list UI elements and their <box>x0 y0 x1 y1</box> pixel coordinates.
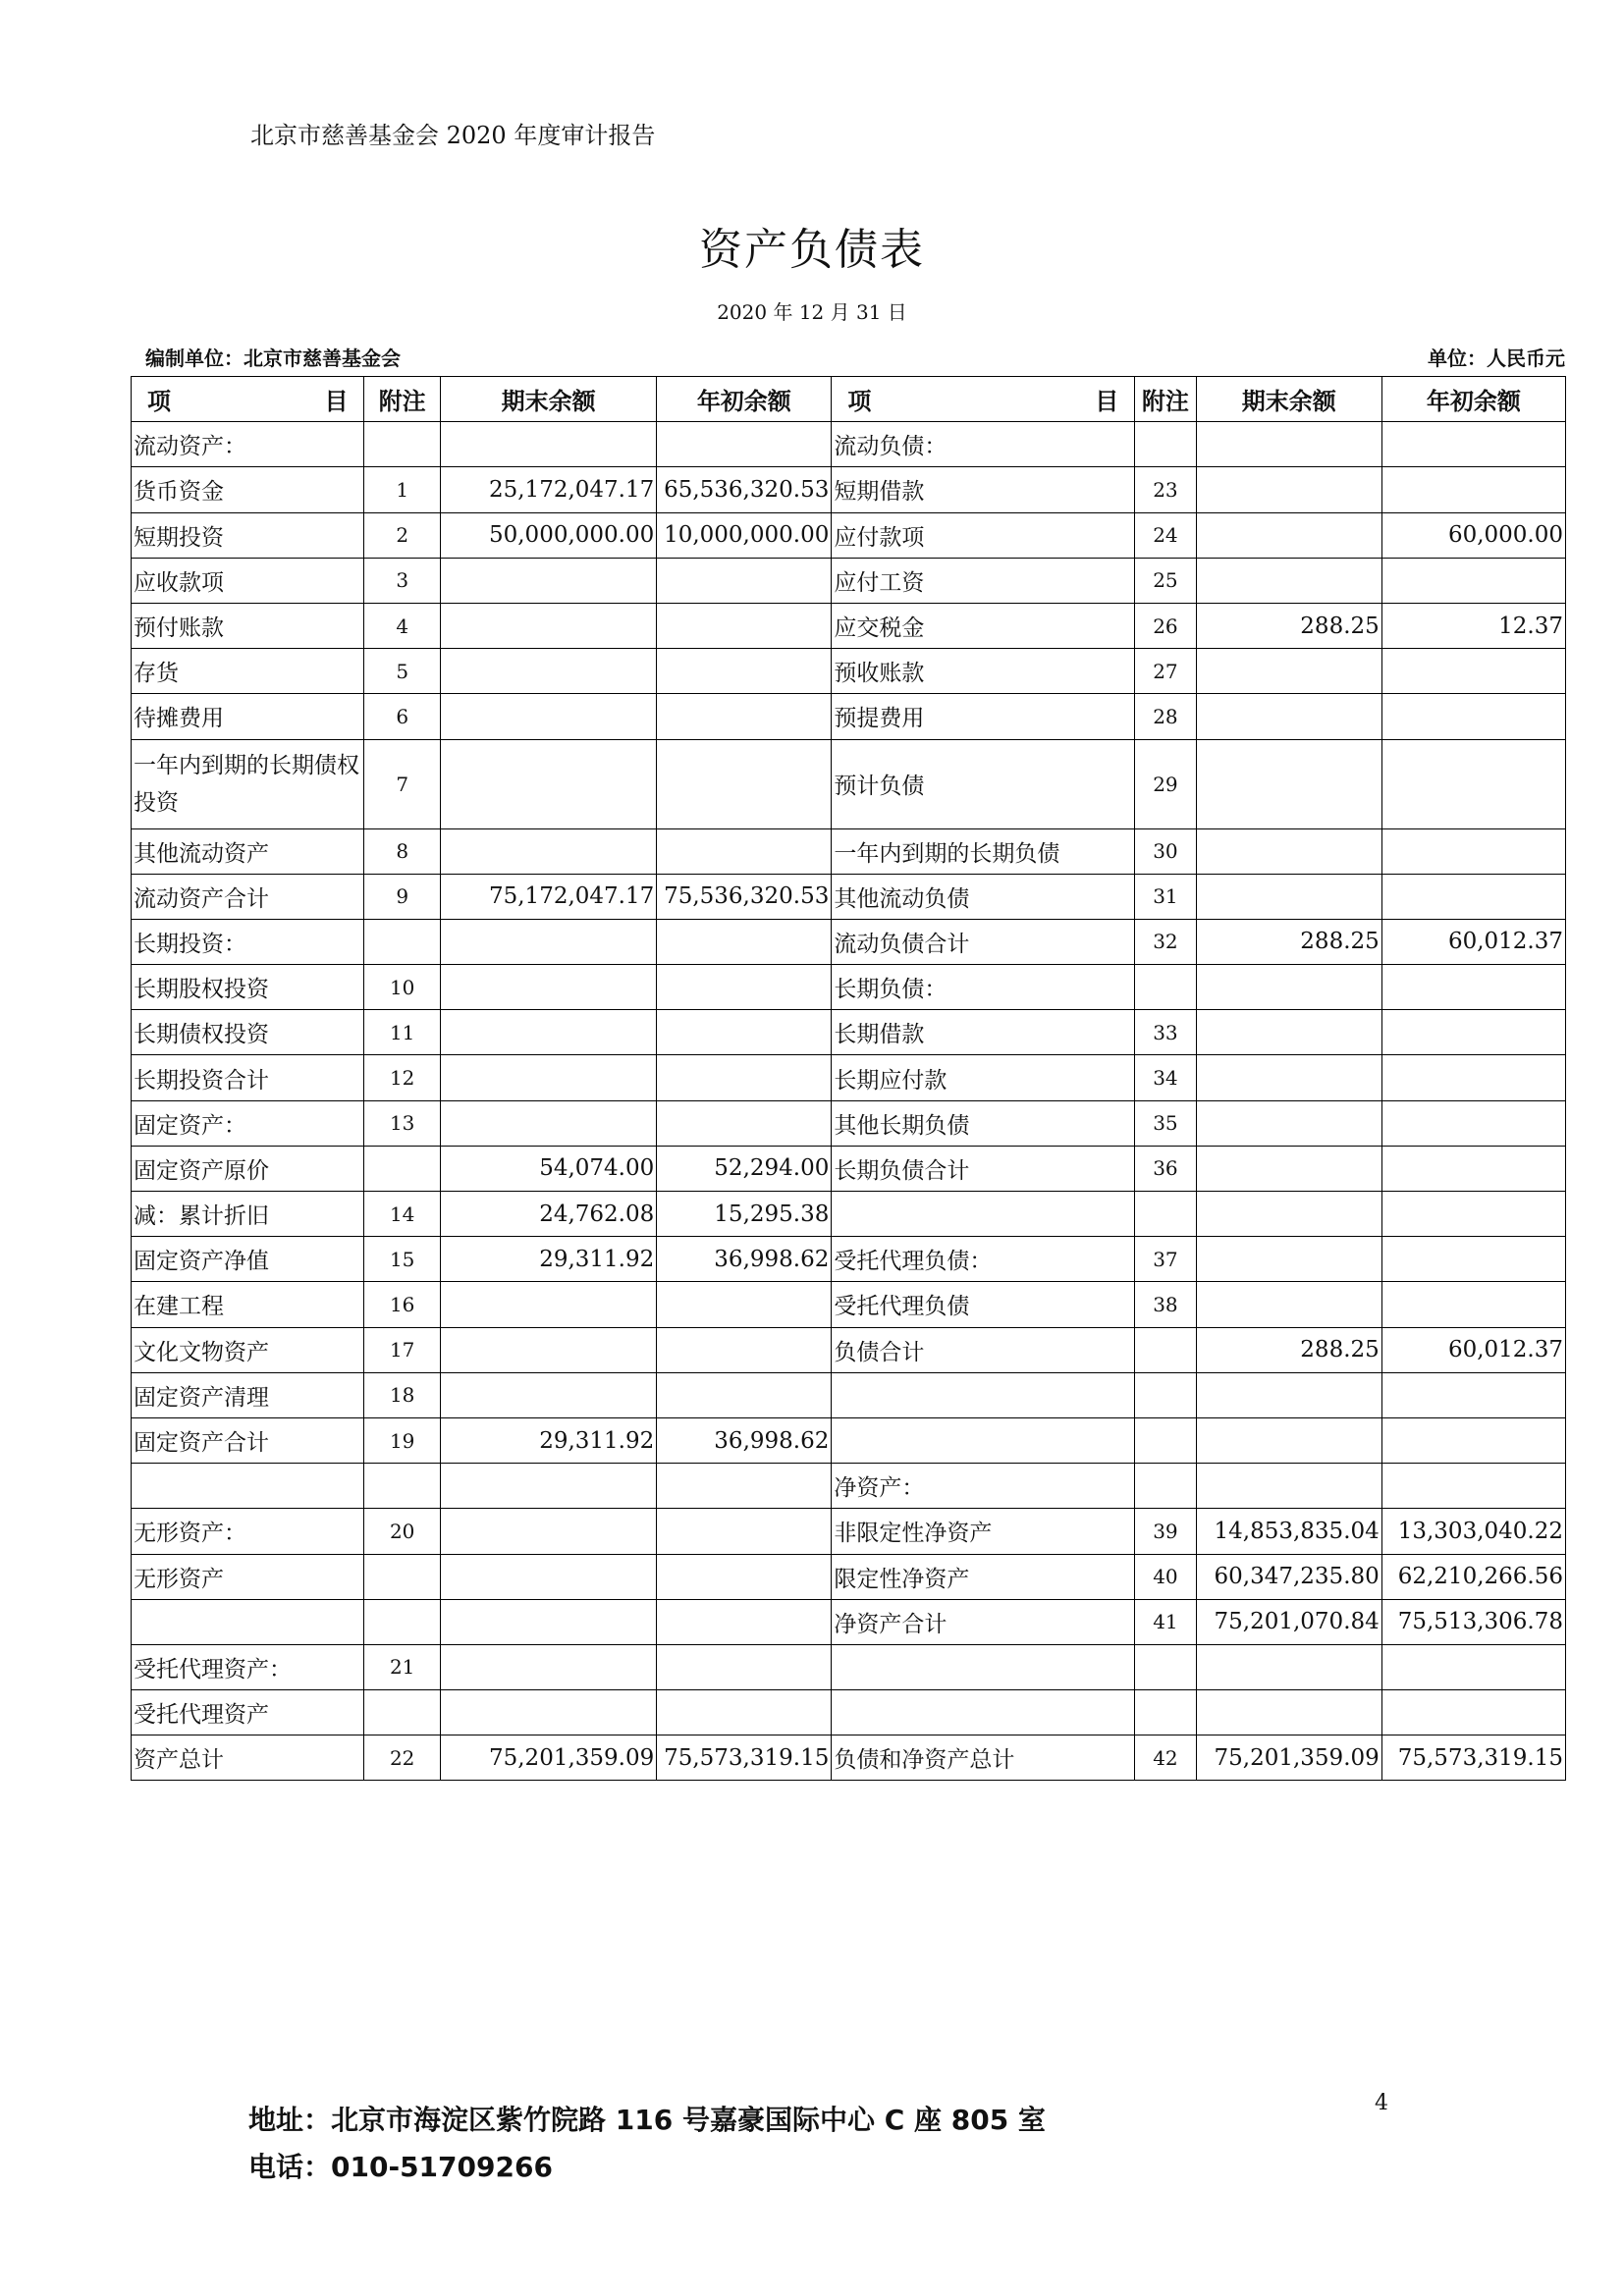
cell-liability-end <box>1196 1192 1381 1237</box>
cell-liability-begin <box>1381 1372 1565 1417</box>
cell-asset-begin <box>657 965 832 1010</box>
table-row <box>132 512 1566 558</box>
table-row <box>132 1100 1566 1146</box>
cell-asset-item: 固定资产清理 <box>132 1372 364 1417</box>
cell-liability-begin <box>1381 1100 1565 1146</box>
cell-liability-begin <box>1381 694 1565 739</box>
cell-liability-end <box>1196 874 1381 919</box>
cell-asset-item: 应收款项 <box>132 558 364 603</box>
cell-asset-end <box>440 739 656 828</box>
table-row <box>132 874 1566 919</box>
cell-asset-item: 文化文物资产 <box>132 1327 364 1372</box>
cell-asset-item: 受托代理资产： <box>132 1644 364 1689</box>
cell-liability-note: 34 <box>1135 1055 1196 1100</box>
cell-asset-end <box>440 828 656 874</box>
cell-asset-end <box>440 1055 656 1100</box>
cell-asset-item: 减：累计折旧 <box>132 1192 364 1237</box>
cell-asset-note <box>364 1554 440 1599</box>
cell-asset-begin <box>657 1282 832 1327</box>
table-row <box>132 1417 1566 1463</box>
cell-liability-begin: 75,513,306.78 <box>1381 1599 1565 1644</box>
cell-asset-end: 50,000,000.00 <box>440 512 656 558</box>
cell-asset-begin <box>657 1509 832 1554</box>
cell-liability-item <box>832 1690 1135 1735</box>
cell-liability-begin <box>1381 467 1565 512</box>
cell-liability-note: 35 <box>1135 1100 1196 1146</box>
cell-liability-note <box>1135 1372 1196 1417</box>
cell-liability-item: 负债和净资产总计 <box>832 1735 1135 1781</box>
table-row <box>132 1735 1566 1781</box>
cell-asset-begin: 15,295.38 <box>657 1192 832 1237</box>
cell-liability-begin <box>1381 649 1565 694</box>
cell-liability-note: 36 <box>1135 1146 1196 1191</box>
table-row <box>132 1327 1566 1372</box>
cell-liability-item: 应付款项 <box>832 512 1135 558</box>
cell-liability-begin <box>1381 1237 1565 1282</box>
cell-asset-end <box>440 1010 656 1055</box>
table-row <box>132 1599 1566 1644</box>
cell-asset-item: 流动资产： <box>132 422 364 467</box>
cell-asset-item: 长期投资合计 <box>132 1055 364 1100</box>
cell-asset-begin <box>657 1554 832 1599</box>
cell-liability-item: 预收账款 <box>832 649 1135 694</box>
cell-liability-begin <box>1381 739 1565 828</box>
header-note: 附注 <box>364 377 440 422</box>
cell-liability-item <box>832 1192 1135 1237</box>
cell-asset-begin <box>657 1327 832 1372</box>
cell-liability-item: 限定性净资产 <box>832 1554 1135 1599</box>
cell-asset-end <box>440 1690 656 1735</box>
cell-asset-note: 18 <box>364 1372 440 1417</box>
compiler-label: 编制单位：北京市慈善基金会 <box>145 347 401 370</box>
cell-liability-end <box>1196 512 1381 558</box>
table-row <box>132 694 1566 739</box>
cell-asset-begin: 65,536,320.53 <box>657 467 832 512</box>
cell-asset-item: 固定资产合计 <box>132 1417 364 1463</box>
cell-liability-begin <box>1381 828 1565 874</box>
cell-asset-begin <box>657 1599 832 1644</box>
cell-liability-end <box>1196 1690 1381 1735</box>
cell-liability-note: 27 <box>1135 649 1196 694</box>
cell-asset-item: 在建工程 <box>132 1282 364 1327</box>
cell-asset-end: 25,172,047.17 <box>440 467 656 512</box>
cell-asset-begin <box>657 1464 832 1509</box>
table-row <box>132 1509 1566 1554</box>
cell-asset-note: 6 <box>364 694 440 739</box>
cell-asset-note: 5 <box>364 649 440 694</box>
cell-liability-item: 预计负债 <box>832 739 1135 828</box>
cell-liability-end: 288.25 <box>1196 1327 1381 1372</box>
cell-asset-item: 预付账款 <box>132 603 364 648</box>
cell-liability-item: 长期负债合计 <box>832 1146 1135 1191</box>
cell-liability-end <box>1196 1644 1381 1689</box>
cell-asset-item: 一年内到期的长期债权投资 <box>132 739 364 828</box>
cell-liability-note <box>1135 1192 1196 1237</box>
cell-asset-end <box>440 603 656 648</box>
cell-asset-note: 7 <box>364 739 440 828</box>
cell-asset-begin: 10,000,000.00 <box>657 512 832 558</box>
table-header-row <box>132 377 1566 422</box>
cell-liability-item: 负债合计 <box>832 1327 1135 1372</box>
table-row <box>132 1644 1566 1689</box>
cell-liability-end <box>1196 649 1381 694</box>
cell-asset-item: 其他流动资产 <box>132 828 364 874</box>
cell-asset-item: 固定资产原价 <box>132 1146 364 1191</box>
cell-asset-begin: 75,573,319.15 <box>657 1735 832 1781</box>
footer-telephone: 电话：010-51709266 <box>248 2151 553 2183</box>
cell-asset-note: 15 <box>364 1237 440 1282</box>
cell-asset-item: 流动资产合计 <box>132 874 364 919</box>
cell-asset-note <box>364 422 440 467</box>
cell-liability-begin <box>1381 1690 1565 1735</box>
cell-asset-note: 11 <box>364 1010 440 1055</box>
cell-liability-note: 39 <box>1135 1509 1196 1554</box>
cell-liability-item <box>832 1417 1135 1463</box>
cell-asset-note <box>364 919 440 964</box>
header-item-liabilities: 项 目 <box>832 377 1135 422</box>
cell-asset-item: 短期投资 <box>132 512 364 558</box>
table-row <box>132 1192 1566 1237</box>
cell-liability-begin: 60,012.37 <box>1381 1327 1565 1372</box>
cell-liability-item <box>832 1644 1135 1689</box>
footer-address: 地址：北京市海淀区紫竹院路 116 号嘉豪国际中心 C 座 805 室 <box>248 2104 1046 2136</box>
cell-liability-item: 流动负债： <box>832 422 1135 467</box>
cell-asset-note <box>364 1146 440 1191</box>
table-row <box>132 1010 1566 1055</box>
cell-asset-note: 17 <box>364 1327 440 1372</box>
cell-asset-note <box>364 1599 440 1644</box>
cell-liability-item: 预提费用 <box>832 694 1135 739</box>
cell-liability-end <box>1196 558 1381 603</box>
balance-sheet-table <box>131 376 1566 1781</box>
cell-liability-end <box>1196 739 1381 828</box>
cell-liability-begin <box>1381 874 1565 919</box>
cell-asset-note: 13 <box>364 1100 440 1146</box>
cell-liability-item: 长期应付款 <box>832 1055 1135 1100</box>
table-row <box>132 965 1566 1010</box>
cell-liability-note: 41 <box>1135 1599 1196 1644</box>
header-begin-balance: 年初余额 <box>1381 377 1565 422</box>
cell-asset-begin <box>657 649 832 694</box>
cell-asset-item: 待摊费用 <box>132 694 364 739</box>
cell-liability-begin <box>1381 422 1565 467</box>
cell-asset-begin <box>657 1372 832 1417</box>
cell-asset-end <box>440 1282 656 1327</box>
cell-asset-begin <box>657 1644 832 1689</box>
cell-liability-item: 短期借款 <box>832 467 1135 512</box>
cell-asset-end <box>440 1327 656 1372</box>
cell-liability-end <box>1196 965 1381 1010</box>
cell-liability-begin <box>1381 1644 1565 1689</box>
table-row <box>132 467 1566 512</box>
report-header: 北京市慈善基金会 2020 年度审计报告 <box>250 122 656 149</box>
cell-asset-end <box>440 422 656 467</box>
cell-asset-begin <box>657 1055 832 1100</box>
cell-asset-begin <box>657 1010 832 1055</box>
page-number: 4 <box>1375 2091 1388 2115</box>
cell-liability-note: 28 <box>1135 694 1196 739</box>
cell-liability-begin <box>1381 1010 1565 1055</box>
cell-asset-item: 固定资产： <box>132 1100 364 1146</box>
table-row <box>132 1690 1566 1735</box>
cell-liability-begin <box>1381 1146 1565 1191</box>
cell-liability-begin <box>1381 1464 1565 1509</box>
cell-asset-begin: 36,998.62 <box>657 1417 832 1463</box>
cell-asset-note: 14 <box>364 1192 440 1237</box>
cell-liability-note: 24 <box>1135 512 1196 558</box>
cell-liability-note <box>1135 1417 1196 1463</box>
cell-asset-note <box>364 1690 440 1735</box>
cell-asset-note <box>364 1464 440 1509</box>
cell-asset-note: 9 <box>364 874 440 919</box>
page-title: 资产负债表 <box>699 225 925 275</box>
cell-liability-note: 33 <box>1135 1010 1196 1055</box>
header-item-assets: 项 目 <box>132 377 364 422</box>
table-row <box>132 603 1566 648</box>
cell-asset-begin: 52,294.00 <box>657 1146 832 1191</box>
cell-liability-item: 其他流动负债 <box>832 874 1135 919</box>
table-row <box>132 1282 1566 1327</box>
cell-asset-end <box>440 558 656 603</box>
cell-liability-end: 75,201,070.84 <box>1196 1599 1381 1644</box>
table-row <box>132 422 1566 467</box>
cell-asset-begin <box>657 694 832 739</box>
header-end-balance: 期末余额 <box>440 377 656 422</box>
table-row <box>132 1464 1566 1509</box>
cell-liability-begin: 75,573,319.15 <box>1381 1735 1565 1781</box>
cell-liability-begin <box>1381 965 1565 1010</box>
cell-asset-begin <box>657 603 832 648</box>
table-row <box>132 739 1566 828</box>
cell-asset-item: 无形资产： <box>132 1509 364 1554</box>
cell-liability-begin <box>1381 1055 1565 1100</box>
cell-asset-begin <box>657 1100 832 1146</box>
cell-liability-item: 应交税金 <box>832 603 1135 648</box>
cell-asset-item: 资产总计 <box>132 1735 364 1781</box>
header-end-balance: 期末余额 <box>1196 377 1381 422</box>
cell-asset-note: 10 <box>364 965 440 1010</box>
cell-asset-end: 29,311.92 <box>440 1237 656 1282</box>
cell-asset-note: 16 <box>364 1282 440 1327</box>
cell-asset-note: 21 <box>364 1644 440 1689</box>
cell-asset-item: 长期股权投资 <box>132 965 364 1010</box>
cell-liability-note: 32 <box>1135 919 1196 964</box>
cell-asset-begin <box>657 828 832 874</box>
cell-asset-note: 4 <box>364 603 440 648</box>
cell-liability-note <box>1135 422 1196 467</box>
cell-asset-end <box>440 1509 656 1554</box>
cell-asset-end <box>440 1372 656 1417</box>
cell-liability-end <box>1196 1146 1381 1191</box>
cell-liability-item: 长期借款 <box>832 1010 1135 1055</box>
currency-unit: 单位：人民币元 <box>1428 347 1565 370</box>
cell-liability-end: 75,201,359.09 <box>1196 1735 1381 1781</box>
cell-liability-begin <box>1381 1417 1565 1463</box>
cell-asset-note: 2 <box>364 512 440 558</box>
cell-asset-note: 1 <box>364 467 440 512</box>
cell-liability-note: 30 <box>1135 828 1196 874</box>
cell-liability-note: 23 <box>1135 467 1196 512</box>
table-row <box>132 1372 1566 1417</box>
cell-asset-end <box>440 649 656 694</box>
cell-liability-end <box>1196 1372 1381 1417</box>
cell-liability-note <box>1135 1327 1196 1372</box>
table-row <box>132 919 1566 964</box>
cell-liability-end <box>1196 1100 1381 1146</box>
cell-asset-end: 75,172,047.17 <box>440 874 656 919</box>
table-row <box>132 1146 1566 1191</box>
cell-asset-begin: 36,998.62 <box>657 1237 832 1282</box>
cell-liability-item: 净资产合计 <box>832 1599 1135 1644</box>
cell-asset-end: 29,311.92 <box>440 1417 656 1463</box>
cell-liability-note: 42 <box>1135 1735 1196 1781</box>
cell-asset-end <box>440 694 656 739</box>
cell-asset-begin <box>657 558 832 603</box>
header-note: 附注 <box>1135 377 1196 422</box>
cell-liability-end <box>1196 1464 1381 1509</box>
cell-liability-item: 一年内到期的长期负债 <box>832 828 1135 874</box>
cell-asset-note: 8 <box>364 828 440 874</box>
table-row <box>132 1237 1566 1282</box>
cell-liability-item: 净资产： <box>832 1464 1135 1509</box>
cell-asset-note: 12 <box>364 1055 440 1100</box>
table-row <box>132 1055 1566 1100</box>
cell-liability-item: 应付工资 <box>832 558 1135 603</box>
cell-liability-begin <box>1381 1192 1565 1237</box>
cell-asset-note: 3 <box>364 558 440 603</box>
cell-liability-item <box>832 1372 1135 1417</box>
cell-asset-item: 长期投资： <box>132 919 364 964</box>
cell-asset-note: 19 <box>364 1417 440 1463</box>
cell-asset-item <box>132 1599 364 1644</box>
cell-liability-end <box>1196 1237 1381 1282</box>
cell-liability-begin: 12.37 <box>1381 603 1565 648</box>
cell-liability-item: 其他长期负债 <box>832 1100 1135 1146</box>
cell-liability-item: 非限定性净资产 <box>832 1509 1135 1554</box>
cell-liability-end <box>1196 828 1381 874</box>
cell-liability-begin <box>1381 558 1565 603</box>
cell-liability-item: 长期负债： <box>832 965 1135 1010</box>
cell-liability-item: 流动负债合计 <box>832 919 1135 964</box>
cell-asset-end <box>440 1464 656 1509</box>
cell-liability-item: 受托代理负债 <box>832 1282 1135 1327</box>
cell-asset-end <box>440 1554 656 1599</box>
cell-liability-end: 288.25 <box>1196 603 1381 648</box>
cell-liability-note <box>1135 1644 1196 1689</box>
cell-liability-end: 288.25 <box>1196 919 1381 964</box>
cell-asset-end: 24,762.08 <box>440 1192 656 1237</box>
cell-liability-begin: 13,303,040.22 <box>1381 1509 1565 1554</box>
cell-liability-end <box>1196 422 1381 467</box>
cell-liability-end <box>1196 1282 1381 1327</box>
cell-asset-end <box>440 919 656 964</box>
cell-asset-end <box>440 1644 656 1689</box>
cell-asset-item: 固定资产净值 <box>132 1237 364 1282</box>
cell-liability-end <box>1196 1055 1381 1100</box>
table-row <box>132 649 1566 694</box>
report-date: 2020 年 12 月 31 日 <box>717 300 907 324</box>
cell-asset-begin <box>657 739 832 828</box>
cell-asset-end <box>440 1100 656 1146</box>
cell-asset-item: 存货 <box>132 649 364 694</box>
table-row <box>132 558 1566 603</box>
cell-liability-note <box>1135 965 1196 1010</box>
cell-liability-end <box>1196 467 1381 512</box>
cell-asset-end: 75,201,359.09 <box>440 1735 656 1781</box>
cell-liability-end <box>1196 1010 1381 1055</box>
cell-asset-item: 无形资产 <box>132 1554 364 1599</box>
header-begin-balance: 年初余额 <box>657 377 832 422</box>
cell-asset-end <box>440 965 656 1010</box>
cell-liability-begin: 60,012.37 <box>1381 919 1565 964</box>
cell-liability-note: 31 <box>1135 874 1196 919</box>
table-row <box>132 828 1566 874</box>
cell-liability-note: 37 <box>1135 1237 1196 1282</box>
cell-asset-begin: 75,536,320.53 <box>657 874 832 919</box>
cell-liability-note: 26 <box>1135 603 1196 648</box>
cell-liability-end <box>1196 694 1381 739</box>
cell-liability-note: 29 <box>1135 739 1196 828</box>
cell-liability-note: 25 <box>1135 558 1196 603</box>
cell-liability-note: 40 <box>1135 1554 1196 1599</box>
cell-liability-note: 38 <box>1135 1282 1196 1327</box>
cell-asset-begin <box>657 919 832 964</box>
cell-liability-note <box>1135 1690 1196 1735</box>
cell-liability-begin: 62,210,266.56 <box>1381 1554 1565 1599</box>
cell-asset-note: 20 <box>364 1509 440 1554</box>
cell-liability-begin: 60,000.00 <box>1381 512 1565 558</box>
cell-asset-item <box>132 1464 364 1509</box>
cell-asset-item: 受托代理资产 <box>132 1690 364 1735</box>
cell-asset-item: 货币资金 <box>132 467 364 512</box>
cell-liability-note <box>1135 1464 1196 1509</box>
table-row <box>132 1554 1566 1599</box>
cell-liability-end <box>1196 1417 1381 1463</box>
cell-asset-begin <box>657 422 832 467</box>
cell-liability-end: 14,853,835.04 <box>1196 1509 1381 1554</box>
cell-asset-begin <box>657 1690 832 1735</box>
cell-liability-begin <box>1381 1282 1565 1327</box>
cell-liability-end: 60,347,235.80 <box>1196 1554 1381 1599</box>
cell-asset-note: 22 <box>364 1735 440 1781</box>
cell-asset-end <box>440 1599 656 1644</box>
cell-asset-item: 长期债权投资 <box>132 1010 364 1055</box>
cell-liability-item: 受托代理负债： <box>832 1237 1135 1282</box>
cell-asset-end: 54,074.00 <box>440 1146 656 1191</box>
